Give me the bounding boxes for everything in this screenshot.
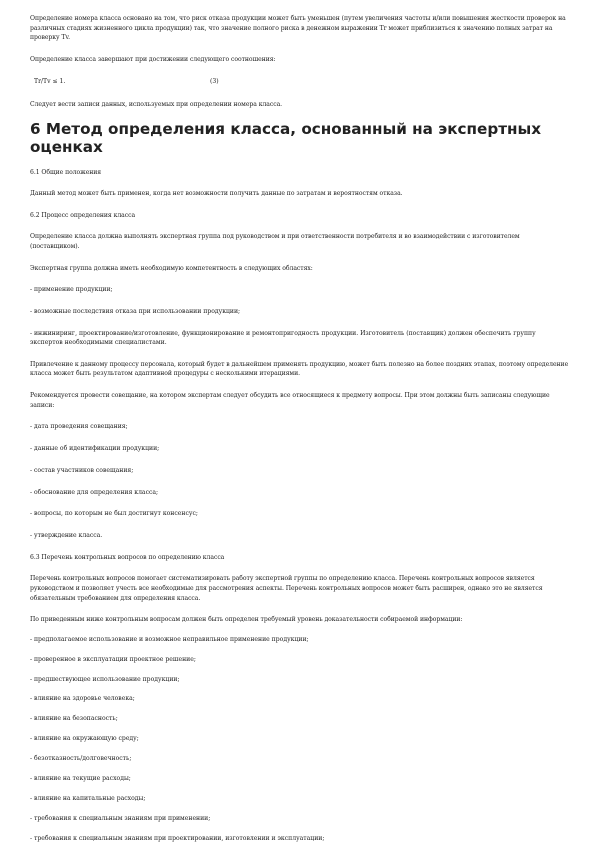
formula-expression: Tr/Tv ≤ 1. [34, 78, 66, 86]
list-item: - вопросы, по которым не был достигнут консенсус; [30, 510, 198, 518]
body-paragraph: Определение класса должна выполнять экспертная группа под руководством и при ответственности потребителя и во взаимодействии с изготовителем (поставщиком). [30, 233, 520, 250]
competence-list [30, 285, 569, 348]
list-item: - состав участников совещания; [30, 466, 134, 474]
formula-line [30, 77, 569, 87]
intro-paragraph: Определение класса завершают при достижении следующего соотношения: [30, 55, 276, 63]
intro-paragraph: Следует вести записи данных, используемых при определении номера класса. [30, 100, 283, 108]
list-item: - применение продукции; [30, 286, 113, 294]
section-heading: 6 Метод определения класса, основанный на экспертных оценках [30, 119, 542, 156]
subsection-title: 6.1 Общие положения [30, 168, 102, 176]
list-item: - предшествующее использование продукции; [30, 675, 180, 683]
checklist [30, 635, 569, 843]
list-item: - инжиниринг, проектирование/изготовление, функционирование и ремонтопригодность продукции. Изготовитель (поставщик) должен обеспечить группу экспертов необходимыми специалистами. [30, 329, 536, 347]
list-item: - предполагаемое использование и возможное неправильное применение продукции; [30, 635, 309, 643]
list-item: - влияние на здоровье человека; [30, 695, 135, 703]
list-item: - требования к специальным знаниям при применении; [30, 814, 211, 822]
list-item: - возможные последствия отказа при использовании продукции; [30, 307, 241, 315]
body-paragraph: Экспертная группа должна иметь необходимую компетентность в следующих областях: [30, 264, 313, 272]
body-paragraph: Привлечение к данному процессу персонала, который будет в дальнейшем применять продукцию, может быть полезно на более поздних этапах, поэтому определение класса может быть результатом адаптивной процедуры с несколькими итерациями. [30, 360, 569, 378]
list-item: - данные об идентификации продукции; [30, 445, 160, 453]
list-item: - обоснование для определения класса; [30, 488, 159, 496]
body-paragraph: Перечень контрольных вопросов помогает систематизировать работу экспертной группы по определению класса. Перечень контрольных вопросов является руководством и позволяет учесть все необходимые для рассмотрения аспекты. Перечень контрольных вопросов может быть расширен, однако это не является обязательным требованием для определения класса. [30, 575, 543, 602]
subsection-title: 6.2 Процесс определения класса [30, 211, 136, 219]
list-item: - влияние на окружающую среду; [30, 735, 139, 743]
body-paragraph: По приведенным ниже контрольным вопросам должен быть определен требуемый уровень доказательности собираемой информации: [30, 616, 463, 624]
list-item: - влияние на капитальные расходы; [30, 794, 146, 802]
intro-paragraph: Определение номера класса основано на том, что риск отказа продукции может быть уменьшен (путем увеличения частоты и/или повышения жесткости проверок на различных стадиях жизненного цикла продукции) так, что значение полного риска в денежном выражении Tr может приблизиться к значению полных затрат на проверку Tv. [30, 15, 566, 42]
list-item: - проверенное в эксплуатации проектное решение; [30, 655, 196, 663]
list-item: - безотказность/долговечность; [30, 755, 132, 763]
list-item: - требования к специальным знаниям при проектировании, изготовлении и эксплуатации; [30, 834, 325, 842]
list-item: - утверждение класса. [30, 532, 103, 540]
subsection-title: 6.3 Перечень контрольных вопросов по определению класса [30, 553, 225, 561]
list-item: - дата проведения совещания; [30, 423, 128, 431]
list-item: - влияние на безопасность; [30, 715, 118, 723]
formula-number: (3) [210, 78, 219, 86]
body-paragraph: Данный метод может быть применен, когда нет возможности получить данные по затратам и вероятностям отказа. [30, 190, 403, 198]
body-paragraph: Рекомендуется провести совещание, на котором экспертам следует обсудить все относящиеся к предмету вопросы. При этом должны быть записаны следующие записи: [30, 392, 550, 409]
list-item: - влияние на текущие расходы; [30, 774, 131, 782]
meeting-records-list [30, 422, 569, 541]
